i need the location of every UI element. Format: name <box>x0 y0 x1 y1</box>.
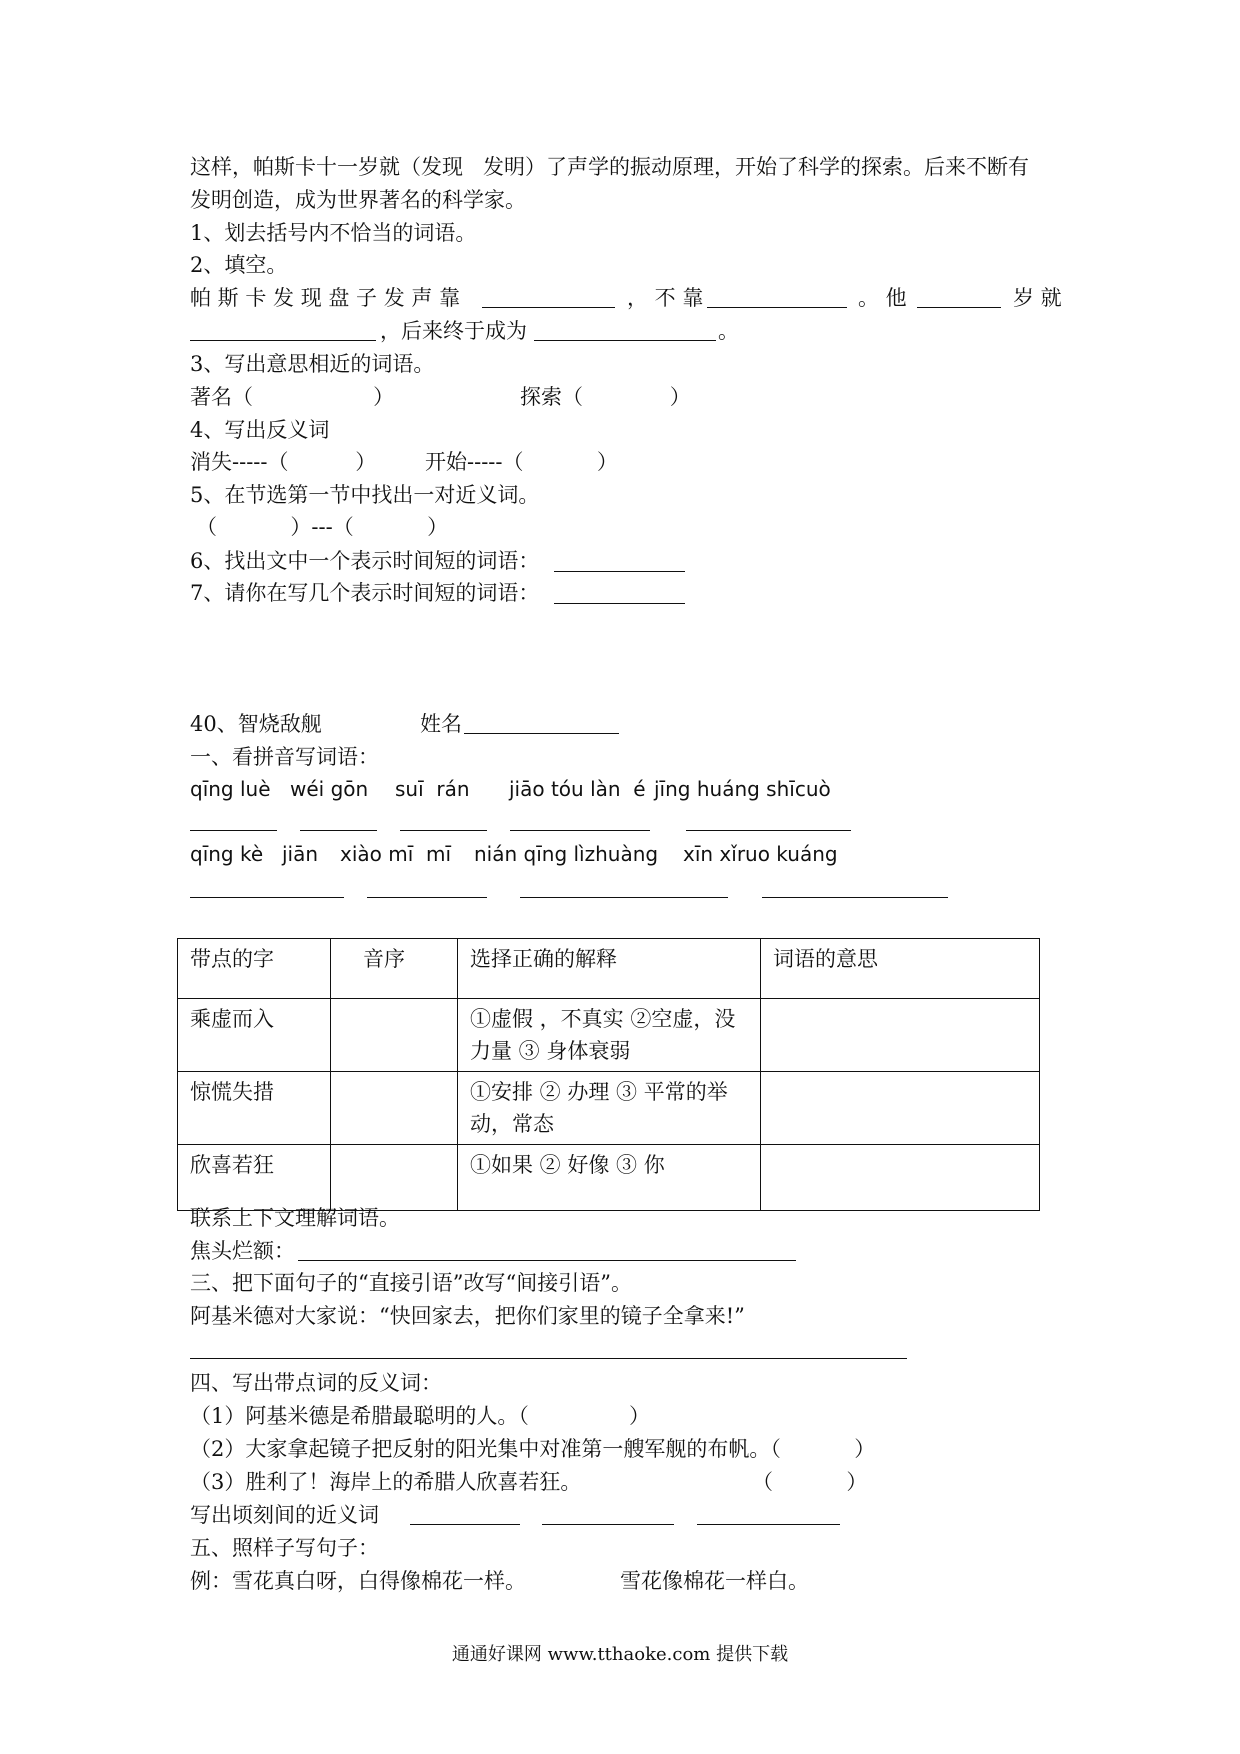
table-header: 选择正确的解释 <box>458 939 761 999</box>
example-sentence: 例：雪花真白呀，白得像棉花一样。 <box>190 1569 526 1593</box>
table-header: 词语的意思 <box>761 939 1040 999</box>
footer-credit: 通通好课网 www.tthaoke.com 提供下载 <box>451 1644 789 1665</box>
question-7: 7、请你在写几个表示时间短的词语： <box>190 581 540 605</box>
pinyin-answer-blank[interactable] <box>762 897 948 898</box>
pinyin-item: xiào mī mī <box>340 842 452 866</box>
example-result: 雪花像棉花一样白。 <box>620 1569 809 1593</box>
synonym-2: 探索（ ） <box>520 385 691 409</box>
passage-line-2: 发明创造，成为世界著名的科学家。 <box>190 188 526 212</box>
question-5: 5、在节选第一节中找出一对近义词。 <box>190 483 540 507</box>
fill-line-1-text-c: 。 他 <box>858 286 907 310</box>
table-header: 音序 <box>331 939 458 999</box>
section-4-heading: 四、写出带点词的反义词： <box>190 1371 442 1395</box>
pinyin-item: suī rán <box>395 777 470 801</box>
question-3: 3、写出意思相近的词语。 <box>190 352 435 376</box>
pinyin-answer-blank[interactable] <box>300 830 377 831</box>
choices-cell: ①虚假 ，不真实 ②空虚，没力量 ③ 身体衰弱 <box>458 999 761 1072</box>
choices-cell: ①安排 ② 办理 ③ 平常的举动，常态 <box>458 1072 761 1145</box>
pinyin-answer-blank[interactable] <box>510 830 650 831</box>
context-heading: 联系上下文理解词语。 <box>190 1206 400 1230</box>
jiaotou-answer-line[interactable] <box>298 1260 796 1261</box>
pinyin-item: qīng luè <box>190 777 271 801</box>
rewrite-answer-line[interactable] <box>190 1358 907 1359</box>
fill-line-2-text-a: ，后来终于成为 <box>380 319 527 343</box>
sequence-cell[interactable] <box>331 1145 458 1211</box>
fill-blank-5[interactable] <box>534 340 716 341</box>
choices-cell: ①如果 ② 好像 ③ 你 <box>458 1145 761 1211</box>
fill-line-1-text-d: 岁 就 <box>1013 286 1062 310</box>
pinyin-answer-blank[interactable] <box>686 830 851 831</box>
pinyin-item: xīn xǐruo kuáng <box>683 842 838 866</box>
answer-blank-7[interactable] <box>554 603 685 604</box>
passage-line-1: 这样，帕斯卡十一岁就（发现 发明）了声学的振动原理，开始了科学的探索。后来不断有 <box>190 155 1030 179</box>
antonym-sentence-3: （3）胜利了！海岸上的希腊人欣喜若狂。 <box>190 1470 582 1494</box>
pinyin-item: jiāo tóu làn é <box>509 777 646 801</box>
synonym-1: 著名（ ） <box>190 385 395 409</box>
fill-blank-3[interactable] <box>917 307 1001 308</box>
near-synonym-label: 写出顷刻间的近义词 <box>190 1503 379 1527</box>
pinyin-answer-blank[interactable] <box>400 830 487 831</box>
name-field[interactable] <box>464 733 619 734</box>
section-5-heading: 五、照样子写句子： <box>190 1536 379 1560</box>
antonym-sentence-1: （1）阿基米德是希腊最聪明的人。（ ） <box>190 1404 650 1428</box>
pinyin-item: qīng kè <box>190 842 264 866</box>
pinyin-answer-blank[interactable] <box>367 897 487 898</box>
meaning-cell[interactable] <box>761 1145 1040 1211</box>
table-header: 带点的字 <box>178 939 331 999</box>
table-word: 乘虚而入 <box>178 999 331 1072</box>
question-1: 1、划去括号内不恰当的词语。 <box>190 221 477 245</box>
fill-line-2-text-b: 。 <box>718 319 739 343</box>
jiaotou-label: 焦头烂额： <box>190 1239 295 1263</box>
table-word: 欣喜若狂 <box>178 1145 331 1211</box>
meaning-cell[interactable] <box>761 1072 1040 1145</box>
question-2: 2、填空。 <box>190 253 288 277</box>
name-label: 姓名 <box>420 712 462 736</box>
pinyin-item: wéi gōn <box>290 777 369 801</box>
quote-sentence: 阿基米德对大家说：“快回家去，把你们家里的镜子全拿来!” <box>190 1304 745 1328</box>
pinyin-answer-blank[interactable] <box>190 830 277 831</box>
fill-blank-2[interactable] <box>707 307 847 308</box>
fill-line-1-text-b: ， 不 靠 <box>627 286 704 310</box>
table-word: 惊慌失措 <box>178 1072 331 1145</box>
fill-blank-4[interactable] <box>190 340 376 341</box>
pinyin-answer-blank[interactable] <box>520 897 728 898</box>
pinyin-item: jiān <box>282 842 319 866</box>
pinyin-answer-blank[interactable] <box>190 897 344 898</box>
fill-blank-1[interactable] <box>482 307 615 308</box>
antonym-sentence-2: （2）大家拿起镜子把反射的阳光集中对准第一艘军舰的布帆。（ ） <box>190 1437 876 1461</box>
near-synonym-blank[interactable] <box>697 1524 840 1525</box>
meaning-cell[interactable] <box>761 999 1040 1072</box>
question-4: 4、写出反义词 <box>190 418 330 442</box>
vocabulary-table <box>177 938 1040 1211</box>
fill-line-1-text-a: 帕 斯 卡 发 现 盘 子 发 声 靠 <box>190 286 461 310</box>
lesson-title: 40、智烧敌舰 <box>190 712 322 736</box>
pinyin-item: nián qīng lìzhuàng <box>474 842 659 866</box>
antonym-sentence-3-paren: （ ） <box>752 1470 868 1494</box>
sequence-cell[interactable] <box>331 999 458 1072</box>
antonym-2: 开始-----（ ） <box>425 450 618 474</box>
near-synonym-blank[interactable] <box>410 1524 520 1525</box>
pinyin-item: jīng huáng shīcuò <box>654 777 831 801</box>
antonym-1: 消失-----（ ） <box>190 450 377 474</box>
answer-blank-6[interactable] <box>554 571 685 572</box>
near-synonym-blank[interactable] <box>542 1524 674 1525</box>
section-1-heading: 一、看拼音写词语： <box>190 745 379 769</box>
synonym-pair: （ ）---（ ） <box>196 515 449 539</box>
sequence-cell[interactable] <box>331 1072 458 1145</box>
question-6: 6、找出文中一个表示时间短的词语： <box>190 549 540 573</box>
section-3-heading: 三、把下面句子的“直接引语”改写“间接引语”。 <box>190 1271 632 1295</box>
